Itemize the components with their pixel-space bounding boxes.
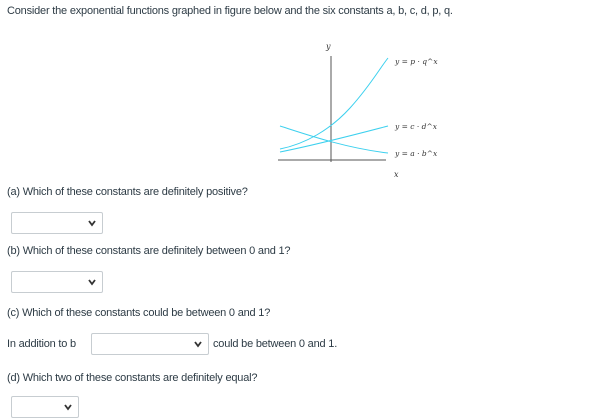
curve-label-c-d: y = c · d^x: [395, 122, 437, 131]
x-axis-label: x: [394, 170, 399, 178]
chevron-down-icon: [63, 402, 73, 412]
select-a[interactable]: [11, 212, 103, 234]
question-d: (d) Which two of these constants are definitely equal?: [7, 372, 258, 384]
question-a: (a) Which of these constants are definitely positive?: [7, 186, 248, 198]
question-c-prefix: In addition to b: [7, 338, 76, 350]
exponential-graph: [270, 38, 450, 178]
chevron-down-icon: [193, 339, 203, 349]
y-axis-label: y: [326, 42, 331, 51]
question-c: (c) Which of these constants could be between 0 and 1?: [7, 307, 271, 319]
curve-p-q: [280, 58, 388, 149]
chevron-down-icon: [87, 218, 97, 228]
select-c[interactable]: [91, 333, 209, 355]
problem-intro: Consider the exponential functions graphed in figure below and the six constants a, b, c, d, p, q.: [7, 5, 453, 17]
question-b: (b) Which of these constants are definitely between 0 and 1?: [7, 245, 291, 257]
select-d[interactable]: [11, 396, 79, 418]
curve-label-a-b: y = a · b^x: [395, 149, 438, 158]
curve-label-p-q: y = p · q^x: [395, 57, 438, 66]
curve-c-d: [280, 126, 388, 152]
chevron-down-icon: [87, 277, 97, 287]
select-b[interactable]: [11, 271, 103, 293]
question-c-suffix: could be between 0 and 1.: [213, 338, 338, 350]
